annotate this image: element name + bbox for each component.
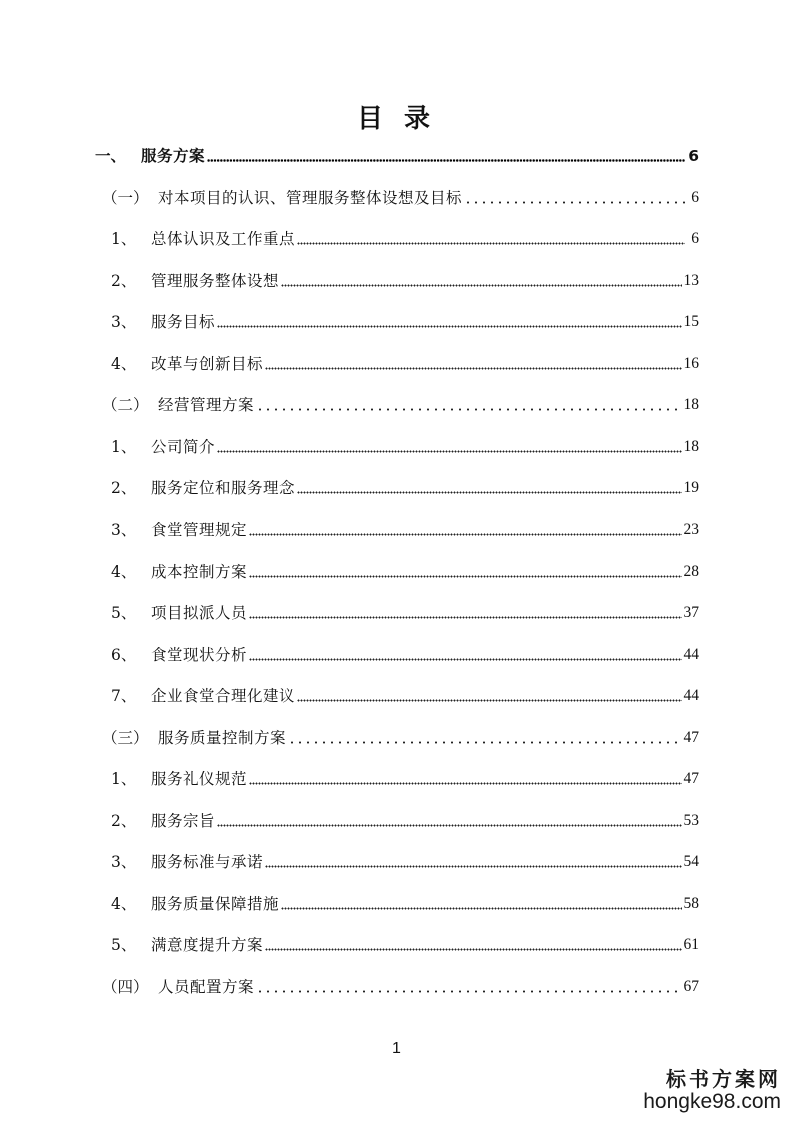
toc-entry[interactable] — [111, 890, 699, 914]
toc-entry-number: 4、 — [111, 355, 137, 373]
toc-entry[interactable] — [111, 516, 699, 540]
toc-entry[interactable] — [111, 433, 699, 457]
toc-entry-page: 47 — [683, 770, 699, 787]
toc-entry-page: 6 — [688, 147, 699, 165]
toc-entry-title: 食堂现状分析 — [151, 646, 248, 664]
dot-leader — [217, 439, 681, 453]
toc-entry-number: 2、 — [111, 812, 137, 830]
dot-leader — [256, 397, 681, 411]
toc-entry-page: 18 — [683, 438, 699, 455]
toc-entry-page: 16 — [683, 355, 699, 372]
dot-leader — [265, 937, 681, 951]
dot-leader — [217, 813, 681, 827]
dot-leader — [297, 688, 681, 702]
toc-entry-number: 3、 — [111, 853, 137, 871]
watermark-site-name: 标书方案网 — [666, 1067, 781, 1091]
toc-entry-title: 改革与创新目标 — [151, 355, 264, 373]
toc-entry[interactable] — [102, 973, 699, 997]
toc-entry-number: （三） — [102, 729, 149, 747]
toc-entry-page: 13 — [683, 272, 699, 289]
toc-entry-number: 2、 — [111, 272, 137, 290]
toc-entry-number: 6、 — [111, 646, 137, 664]
toc-entry-number: 1、 — [111, 770, 137, 788]
dot-leader — [265, 854, 681, 868]
dot-leader — [464, 190, 685, 204]
watermark-url: hongke98.com — [643, 1090, 781, 1113]
toc-entry-page: 53 — [683, 812, 699, 829]
toc-title: 目 录 — [356, 104, 437, 134]
toc-entry-page: 23 — [683, 521, 699, 538]
dot-leader — [249, 647, 681, 661]
toc-entry-page: 37 — [683, 604, 699, 621]
toc-entry-number: 2、 — [111, 479, 137, 497]
toc-entry-title: 人员配置方案 — [158, 978, 255, 996]
toc-entry-title: 企业食堂合理化建议 — [151, 687, 296, 705]
toc-entry[interactable] — [111, 225, 699, 249]
toc-entry-page: 67 — [683, 978, 699, 995]
dot-leader — [256, 979, 681, 993]
toc-entry-title: 服务礼仪规范 — [151, 770, 248, 788]
toc-entry-number: （四） — [102, 978, 149, 996]
toc-entry-title: 对本项目的认识、管理服务整体设想及目标 — [158, 189, 463, 207]
dot-leader — [297, 231, 685, 245]
toc-entry[interactable] — [102, 724, 699, 748]
dot-leader — [297, 480, 681, 494]
toc-entry[interactable] — [111, 599, 699, 623]
toc-entry[interactable] — [111, 267, 699, 291]
dot-leader — [265, 356, 681, 370]
dot-leader — [249, 771, 681, 785]
toc-entry[interactable] — [111, 807, 699, 831]
toc-entry-page: 44 — [683, 687, 699, 704]
toc-entry-title: 管理服务整体设想 — [151, 272, 280, 290]
toc-entry-number: 一、 — [95, 147, 127, 165]
dot-leader — [288, 730, 681, 744]
toc-entry-page: 15 — [683, 313, 699, 330]
toc-entry[interactable] — [111, 931, 699, 955]
toc-entry[interactable] — [95, 142, 699, 166]
toc-entry-number: 5、 — [111, 604, 137, 622]
toc-entry[interactable] — [102, 391, 699, 415]
toc-entry[interactable] — [111, 558, 699, 582]
dot-leader — [281, 896, 681, 910]
toc-entry-title: 服务标准与承诺 — [151, 853, 264, 871]
toc-entry-title: 服务质量保障措施 — [151, 895, 280, 913]
toc-entry[interactable] — [111, 765, 699, 789]
toc-entry-page: 54 — [683, 853, 699, 870]
toc-entry-number: 3、 — [111, 313, 137, 331]
dot-leader — [249, 522, 681, 536]
toc-entry-number: 5、 — [111, 936, 137, 954]
toc-entry-number: 1、 — [111, 230, 137, 248]
dot-leader — [249, 605, 681, 619]
toc-entry-title: 公司简介 — [151, 438, 216, 456]
toc-entry-title: 服务宗旨 — [151, 812, 216, 830]
toc-entry-number: 7、 — [111, 687, 137, 705]
dot-leader — [281, 273, 681, 287]
toc-entry-title: 食堂管理规定 — [151, 521, 248, 539]
toc-entry[interactable] — [102, 184, 699, 208]
toc-entry-page: 28 — [683, 563, 699, 580]
toc-entry-title: 服务方案 — [141, 147, 206, 165]
toc-entry-title: 总体认识及工作重点 — [151, 230, 296, 248]
toc-entry-page: 19 — [683, 479, 699, 496]
toc-entry-title: 服务定位和服务理念 — [151, 479, 296, 497]
dot-leader — [249, 564, 681, 578]
toc-entry-page: 6 — [691, 189, 699, 206]
toc-entry-page: 47 — [683, 729, 699, 746]
toc-entry[interactable] — [111, 682, 699, 706]
toc-entry-title: 项目拟派人员 — [151, 604, 248, 622]
dot-leader — [207, 148, 685, 162]
toc-entry-page: 18 — [683, 396, 699, 413]
toc-entry[interactable] — [111, 641, 699, 665]
toc-entry-number: （二） — [102, 396, 149, 414]
toc-entry-number: （一） — [102, 189, 149, 207]
toc-entry[interactable] — [111, 350, 699, 374]
toc-entry-title: 经营管理方案 — [158, 396, 255, 414]
toc-entry-number: 1、 — [111, 438, 137, 456]
page-number: 1 — [392, 1040, 401, 1057]
toc-entry-number: 3、 — [111, 521, 137, 539]
watermark — [643, 1063, 781, 1114]
toc-entry-title: 满意度提升方案 — [151, 936, 264, 954]
toc-entry-title: 成本控制方案 — [151, 563, 248, 581]
toc-entry-page: 58 — [683, 895, 699, 912]
toc-entry-title: 服务质量控制方案 — [158, 729, 287, 747]
toc-entry-number: 4、 — [111, 895, 137, 913]
toc-entry-page: 44 — [683, 646, 699, 663]
toc-entry-page: 6 — [691, 230, 699, 247]
dot-leader — [217, 314, 681, 328]
toc-entry[interactable] — [111, 308, 699, 332]
toc-entry[interactable] — [111, 848, 699, 872]
toc-entry[interactable] — [111, 474, 699, 498]
toc-entry-page: 61 — [683, 936, 699, 953]
toc-entry-number: 4、 — [111, 563, 137, 581]
toc-entry-title: 服务目标 — [151, 313, 216, 331]
